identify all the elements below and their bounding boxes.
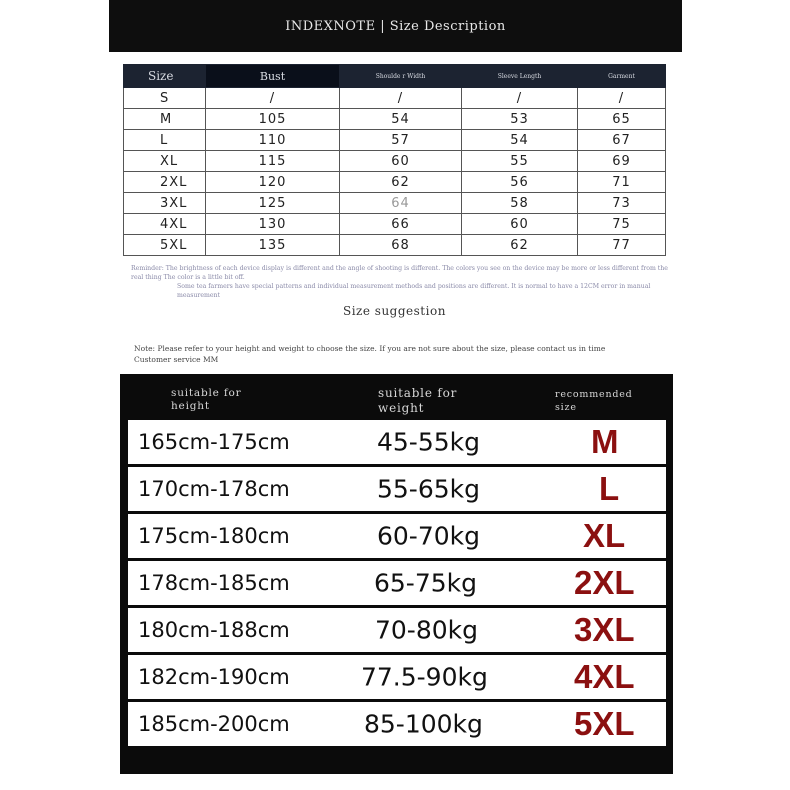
measurement-cell: 77 <box>578 235 666 256</box>
header-suitable-height: suitable for height <box>171 387 242 412</box>
height-range: 175cm-180cm <box>138 524 290 548</box>
title-banner <box>109 0 682 52</box>
measurement-cell: / <box>340 88 462 109</box>
reminder-line-2: Some tea farmers have special patterns and individual measurement methods and positions are different. It is normal to have a 12CM error in manual measurement <box>177 283 651 299</box>
measurement-cell: 58 <box>462 193 578 214</box>
size-cell: S <box>124 88 206 109</box>
height-range: 180cm-188cm <box>138 618 290 642</box>
reminder-line-1: Reminder: The brightness of each device display is different and the angle of shooting is different. The colors you see on the device may be more or less different from the real thing The color is a little bit off. <box>131 265 668 281</box>
header-size: Size <box>124 65 206 88</box>
size-cell: 5XL <box>124 235 206 256</box>
measurement-cell: 69 <box>578 151 666 172</box>
reminder-text <box>131 264 681 300</box>
height-range: 182cm-190cm <box>138 665 290 689</box>
weight-range: 85-100kg <box>364 709 483 739</box>
size-cell: L <box>124 130 206 151</box>
recommended-size: 3XL <box>574 611 635 648</box>
weight-range: 70-80kg <box>375 615 478 645</box>
measurement-cell: 60 <box>340 151 462 172</box>
measurement-cell: 60 <box>462 214 578 235</box>
recommendation-row <box>128 467 666 511</box>
measurement-row <box>124 130 666 151</box>
recommendation-row <box>128 655 666 699</box>
weight-range: 45-55kg <box>377 427 480 457</box>
header-recommended-size: recommended size <box>555 389 633 413</box>
weight-range: 77.5-90kg <box>361 662 488 692</box>
height-range: 178cm-185cm <box>138 571 290 595</box>
recommendation-row <box>128 420 666 464</box>
measurement-cell: 125 <box>206 193 340 214</box>
recommendation-rows <box>128 420 666 749</box>
measurement-cell: 62 <box>340 172 462 193</box>
measurement-cell: 55 <box>462 151 578 172</box>
height-range: 170cm-178cm <box>138 477 290 501</box>
measurement-cell: 68 <box>340 235 462 256</box>
header-garment: Garment <box>578 65 666 88</box>
measurement-row <box>124 193 666 214</box>
weight-range: 65-75kg <box>374 568 477 598</box>
measurement-cell: 130 <box>206 214 340 235</box>
height-range: 185cm-200cm <box>138 712 290 736</box>
measurement-cell: 75 <box>578 214 666 235</box>
measurement-cell: 54 <box>340 109 462 130</box>
size-cell: 4XL <box>124 214 206 235</box>
measurement-row <box>124 88 666 109</box>
measurement-row <box>124 235 666 256</box>
measurement-cell: 62 <box>462 235 578 256</box>
recommended-size: 5XL <box>574 705 635 742</box>
recommendation-panel <box>120 374 673 774</box>
recommended-size: XL <box>583 517 626 554</box>
size-note: Note: Please refer to your height and weight to choose the size. If you are not sure about the size, please contact us in time Customer service MM <box>134 344 606 364</box>
measurement-row <box>124 172 666 193</box>
measurement-cell: / <box>462 88 578 109</box>
weight-range: 60-70kg <box>377 521 480 551</box>
measurement-cell: 64 <box>340 193 462 214</box>
measurement-row <box>124 214 666 235</box>
header-bust: Bust <box>206 65 340 88</box>
measurement-cell: 65 <box>578 109 666 130</box>
measurement-cell: / <box>578 88 666 109</box>
measurement-table <box>123 64 666 256</box>
measurement-cell: 110 <box>206 130 340 151</box>
measurement-cell: 115 <box>206 151 340 172</box>
header-sleeve-length: Sleeve Length <box>462 65 578 88</box>
weight-range: 55-65kg <box>377 474 480 504</box>
measurement-cell: 71 <box>578 172 666 193</box>
measurement-header-row <box>124 65 666 88</box>
recommendation-row <box>128 561 666 605</box>
header-shoulder-width: Shoulde r Width <box>340 65 462 88</box>
recommendation-row <box>128 608 666 652</box>
measurement-cell: 120 <box>206 172 340 193</box>
size-suggestion-title: Size suggestion <box>343 304 446 318</box>
size-cell: XL <box>124 151 206 172</box>
recommendation-row <box>128 702 666 746</box>
measurement-table-body <box>124 88 666 256</box>
measurement-row <box>124 151 666 172</box>
recommended-size: 2XL <box>574 564 635 601</box>
measurement-row <box>124 109 666 130</box>
measurement-cell: 135 <box>206 235 340 256</box>
measurement-cell: 57 <box>340 130 462 151</box>
size-cell: M <box>124 109 206 130</box>
size-cell: 3XL <box>124 193 206 214</box>
recommended-size: 4XL <box>574 658 635 695</box>
size-cell: 2XL <box>124 172 206 193</box>
recommendation-row <box>128 514 666 558</box>
banner-title: INDEXNOTE | Size Description <box>285 18 506 34</box>
measurement-cell: 105 <box>206 109 340 130</box>
recommended-size: M <box>591 423 619 460</box>
height-range: 165cm-175cm <box>138 430 290 454</box>
measurement-cell: 56 <box>462 172 578 193</box>
header-suitable-weight: suitable for weight <box>378 386 458 415</box>
measurement-cell: / <box>206 88 340 109</box>
measurement-cell: 53 <box>462 109 578 130</box>
measurement-cell: 66 <box>340 214 462 235</box>
measurement-cell: 67 <box>578 130 666 151</box>
measurement-cell: 54 <box>462 130 578 151</box>
recommended-size: L <box>599 470 620 507</box>
measurement-cell: 73 <box>578 193 666 214</box>
